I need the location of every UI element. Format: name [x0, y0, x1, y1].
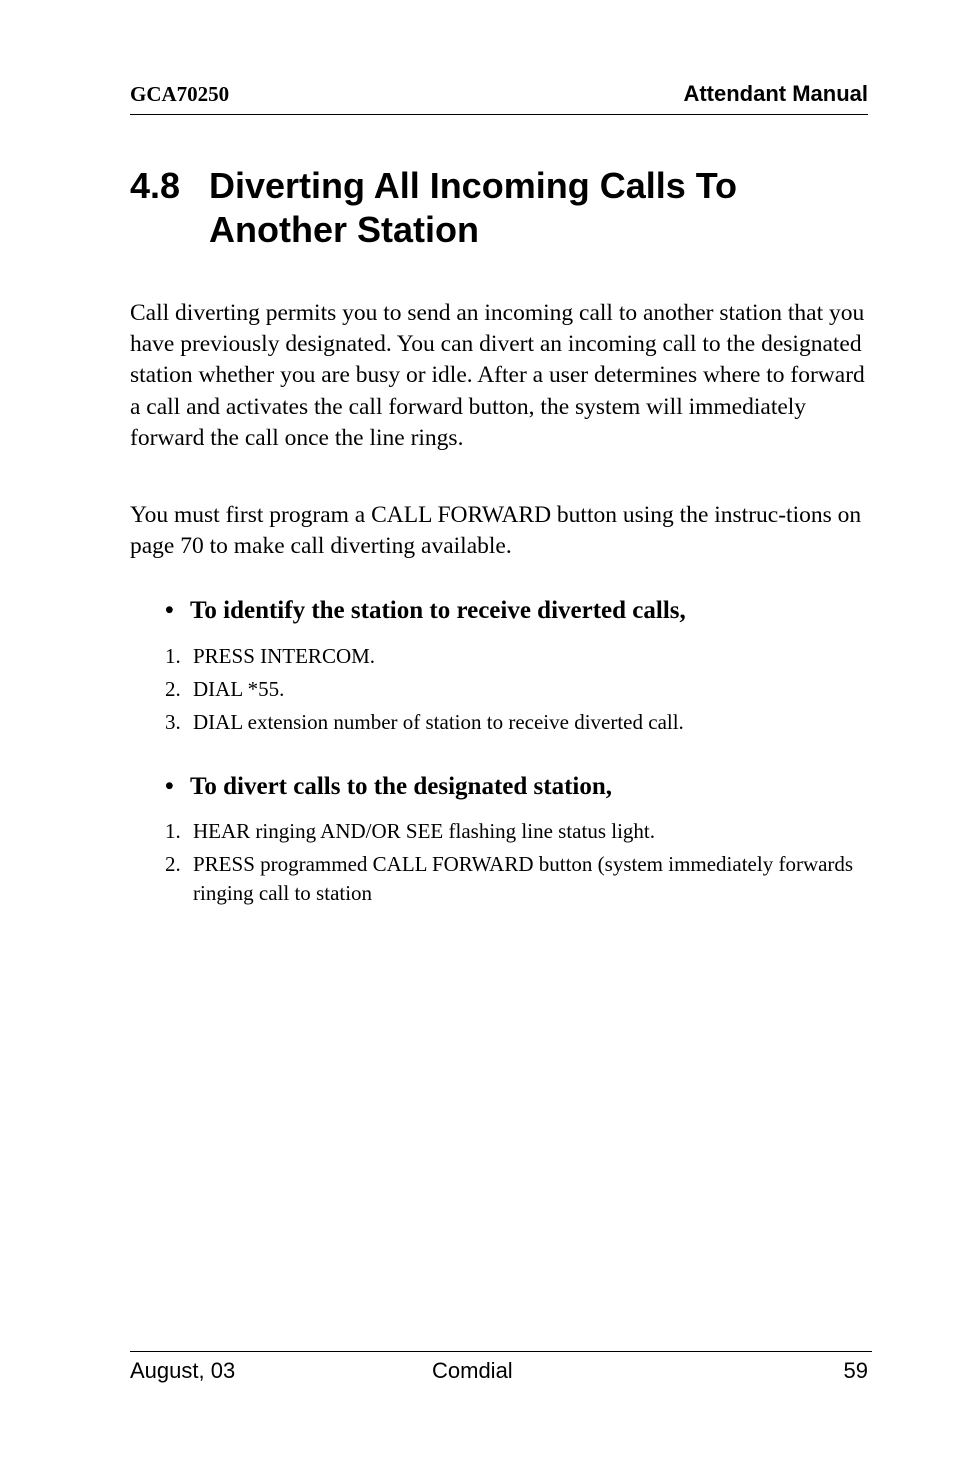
intro-paragraph: Call diverting permits you to send an incoming call to another station that you have previously designated. You can divert an incoming call to the designated station whether you are busy or idle. After a user determines where to forward a call and activates the call forward button, the system will immediately forward the call once the line rings.: [130, 300, 865, 451]
step-number: 1.: [165, 644, 181, 668]
procedure-steps: [165, 817, 870, 912]
procedure-heading-text: To divert calls to the designated station,: [190, 773, 612, 800]
page-number: 59: [843, 1358, 868, 1383]
manual-title: Attendant Manual: [683, 81, 868, 106]
prerequisite-paragraph: You must first program a CALL FORWARD button using the instruc-tions on page 70 to make call diverting available.: [130, 502, 862, 560]
procedure-heading: [165, 596, 865, 626]
step-text: HEAR ringing AND/OR SEE flashing line status light.: [193, 819, 655, 843]
document-id: GCA70250: [130, 82, 230, 106]
footer-company: Comdial: [432, 1358, 513, 1383]
bullet-icon: •: [165, 773, 174, 800]
step-text: DIAL extension number of station to receive diverted call.: [193, 710, 684, 734]
step-text: PRESS INTERCOM.: [193, 644, 376, 668]
page-header: [130, 80, 868, 115]
step-number: 2.: [165, 852, 181, 876]
footer-date: August, 03: [130, 1358, 236, 1383]
step-item: [165, 642, 870, 671]
step-item: [165, 850, 870, 908]
step-text: DIAL *55.: [193, 677, 285, 701]
bullet-icon: •: [165, 597, 174, 624]
step-number: 2.: [165, 677, 181, 701]
section-title-text: Diverting All Incoming Calls To Another Station: [209, 165, 738, 250]
step-number: 3.: [165, 710, 181, 734]
page-footer: [130, 1351, 872, 1392]
procedure-heading: [165, 772, 865, 802]
step-item: [165, 675, 870, 704]
section-number: 4.8: [130, 165, 181, 206]
step-item: [165, 708, 870, 737]
step-number: 1.: [165, 819, 181, 843]
step-item: [165, 817, 870, 846]
procedure-heading-text: To identify the station to receive diverted calls,: [190, 597, 686, 624]
step-text: PRESS programmed CALL FORWARD button (system immediately forwards ringing call to station: [193, 852, 854, 905]
procedure-steps: [165, 642, 870, 741]
